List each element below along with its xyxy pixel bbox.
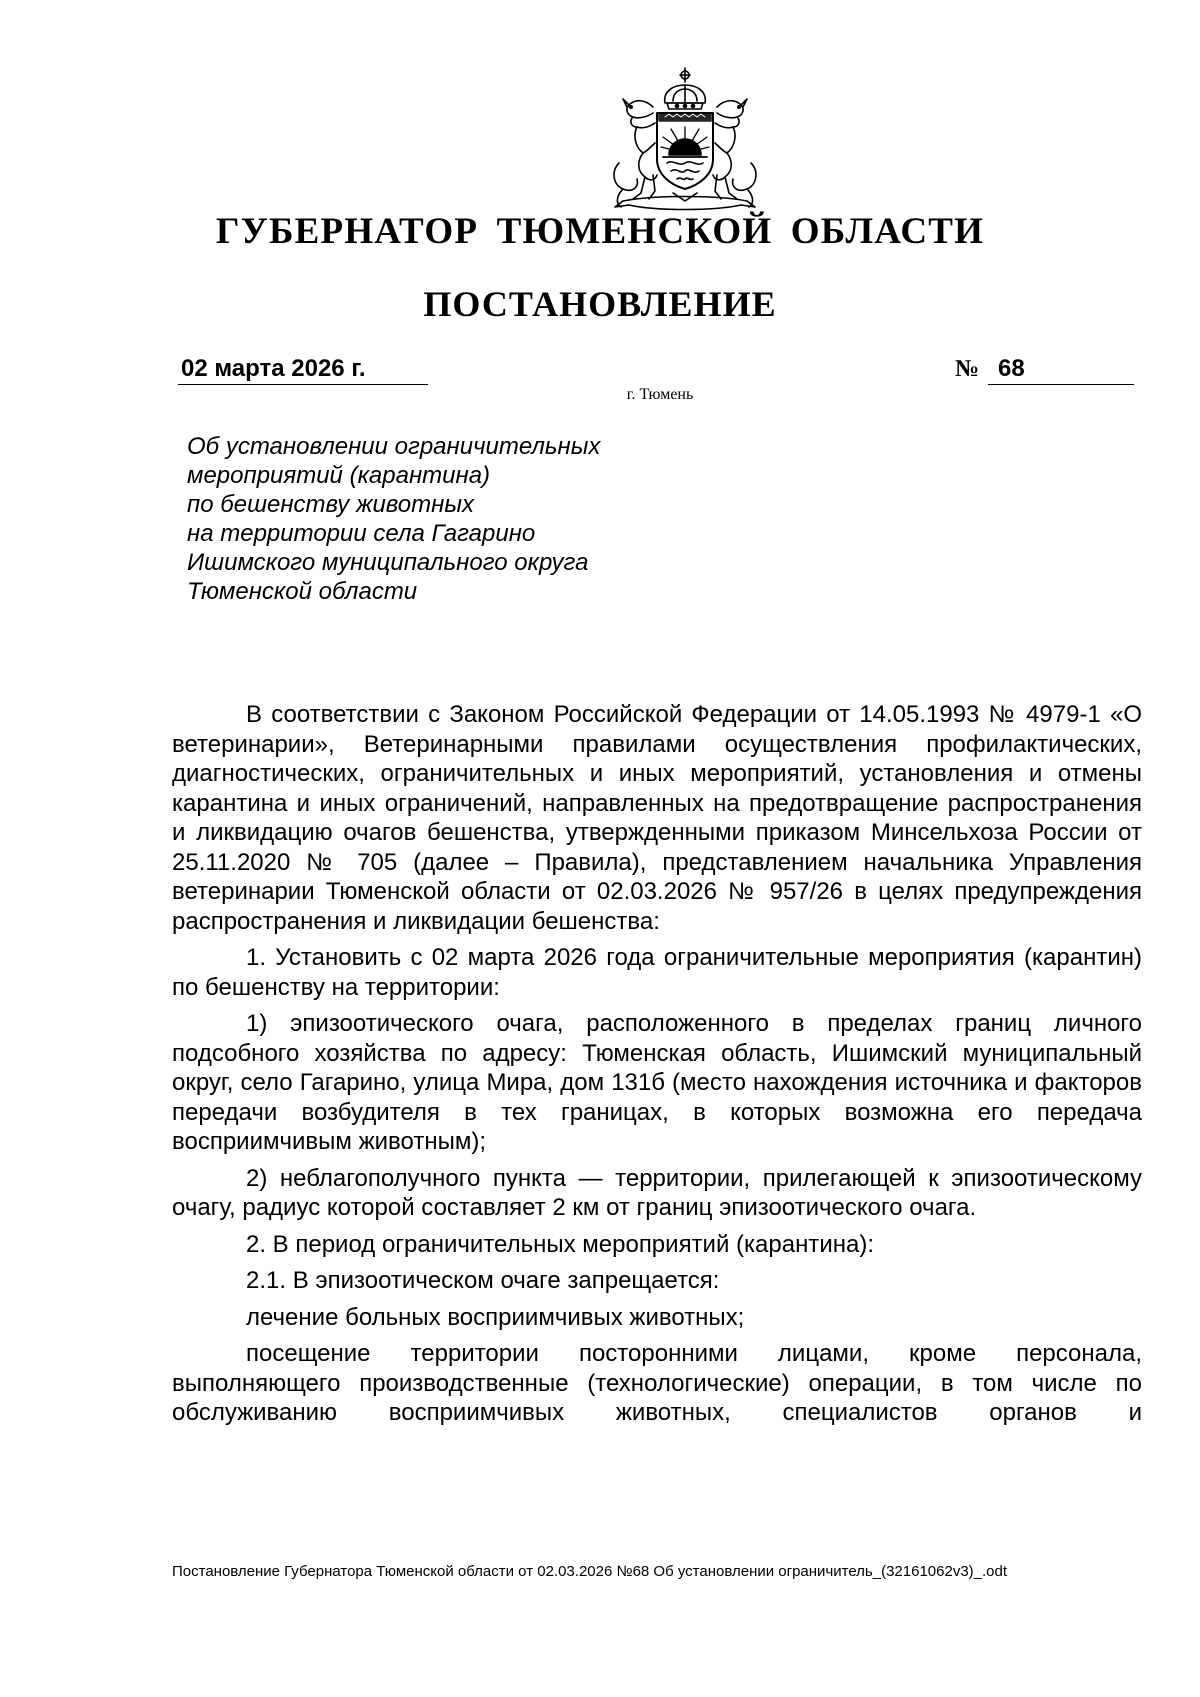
sable-left-icon [614, 99, 657, 207]
body-paragraph-clause-1: 1. Установить с 02 марта 2026 года ограничительные мероприятия (карантин) по бешенству на территории: [172, 944, 1142, 1001]
document-date: 02 марта 2026 г. [178, 355, 428, 385]
document-subject [187, 432, 787, 606]
number-sign: № [955, 356, 980, 382]
subject-line: Ишимского муниципального округа [187, 549, 589, 576]
crown-icon [665, 68, 706, 109]
subject-line: Тюменской области [187, 578, 418, 605]
body-paragraph-item: лечение больных восприимчивых животных; [246, 1303, 745, 1331]
body-paragraph-clause-1-2: 2) неблагополучного пункта — территории, прилегающей к эпизоотическому очагу, радиус которой составляет 2 км от границ эпизоотического очага. [172, 1164, 1142, 1221]
document-city: г. Тюмень [626, 386, 694, 403]
shield-icon [657, 113, 713, 189]
body-paragraph-preamble: В соответствии с Законом Российской Федерации от 14.05.1993 № 4979-1 «О ветеринарии», Ветеринарными правилами осуществления профилактических, диагностических, ограничительных и иных мероприятий, установления и отмены карантина и иных ограничений, направленных на предотвращение распространения и ликвидацию очагов бешенства, утвержденными приказом Минсельхоза России от 25.11.2020 № 705 (далее – Правила), представлением начальника Управления ветеринарии Тюменской области от 02.03.2026 № 957/26 в целях предупреждения распространения и ликвидации бешенства: [172, 701, 1142, 935]
body-paragraph-clause-2-1: 2.1. В эпизоотическом очаге запрещается: [246, 1267, 720, 1294]
document-type: ПОСТАНОВЛЕНИЕ [423, 284, 777, 324]
document-body [172, 700, 1142, 1428]
subject-line: на территории села Гагарино [187, 520, 536, 547]
authority-title: ГУБЕРНАТОР ТЮМЕНСКОЙ ОБЛАСТИ [215, 211, 985, 252]
sable-right-icon [713, 99, 756, 207]
subject-line: по бешенству животных [187, 491, 475, 518]
subject-line: мероприятий (карантина) [187, 462, 491, 489]
subject-line: Об установлении ограничительных [187, 433, 601, 460]
document-footer: Постановление Губернатора Тюменской области от 02.03.2026 №68 Об установлении ограничитель_(32161062v3)_.odt [172, 1563, 1008, 1580]
coat-of-arms-emblem [593, 63, 777, 213]
body-paragraph-item: посещение территории посторонними лицами, кроме персонала, выполняющего производственные (технологические) операции, в том числе по обслуживанию восприимчивых животных, специалистов органов и [172, 1340, 1142, 1426]
body-paragraph-clause-1-1: 1) эпизоотического очага, расположенного в пределах границ личного подсобного хозяйства по адресу: Тюменская область, Ишимский муниципальный округ, село Гагарино, улица Мира, дом 131б (место нахождения источника и факторов передачи возбудителя в тех границах, в которых возможна его передача восприимчивым животным); [172, 1010, 1142, 1155]
document-number: 68 [988, 355, 1134, 385]
body-paragraph-clause-2: 2. В период ограничительных мероприятий (карантина): [246, 1230, 875, 1258]
